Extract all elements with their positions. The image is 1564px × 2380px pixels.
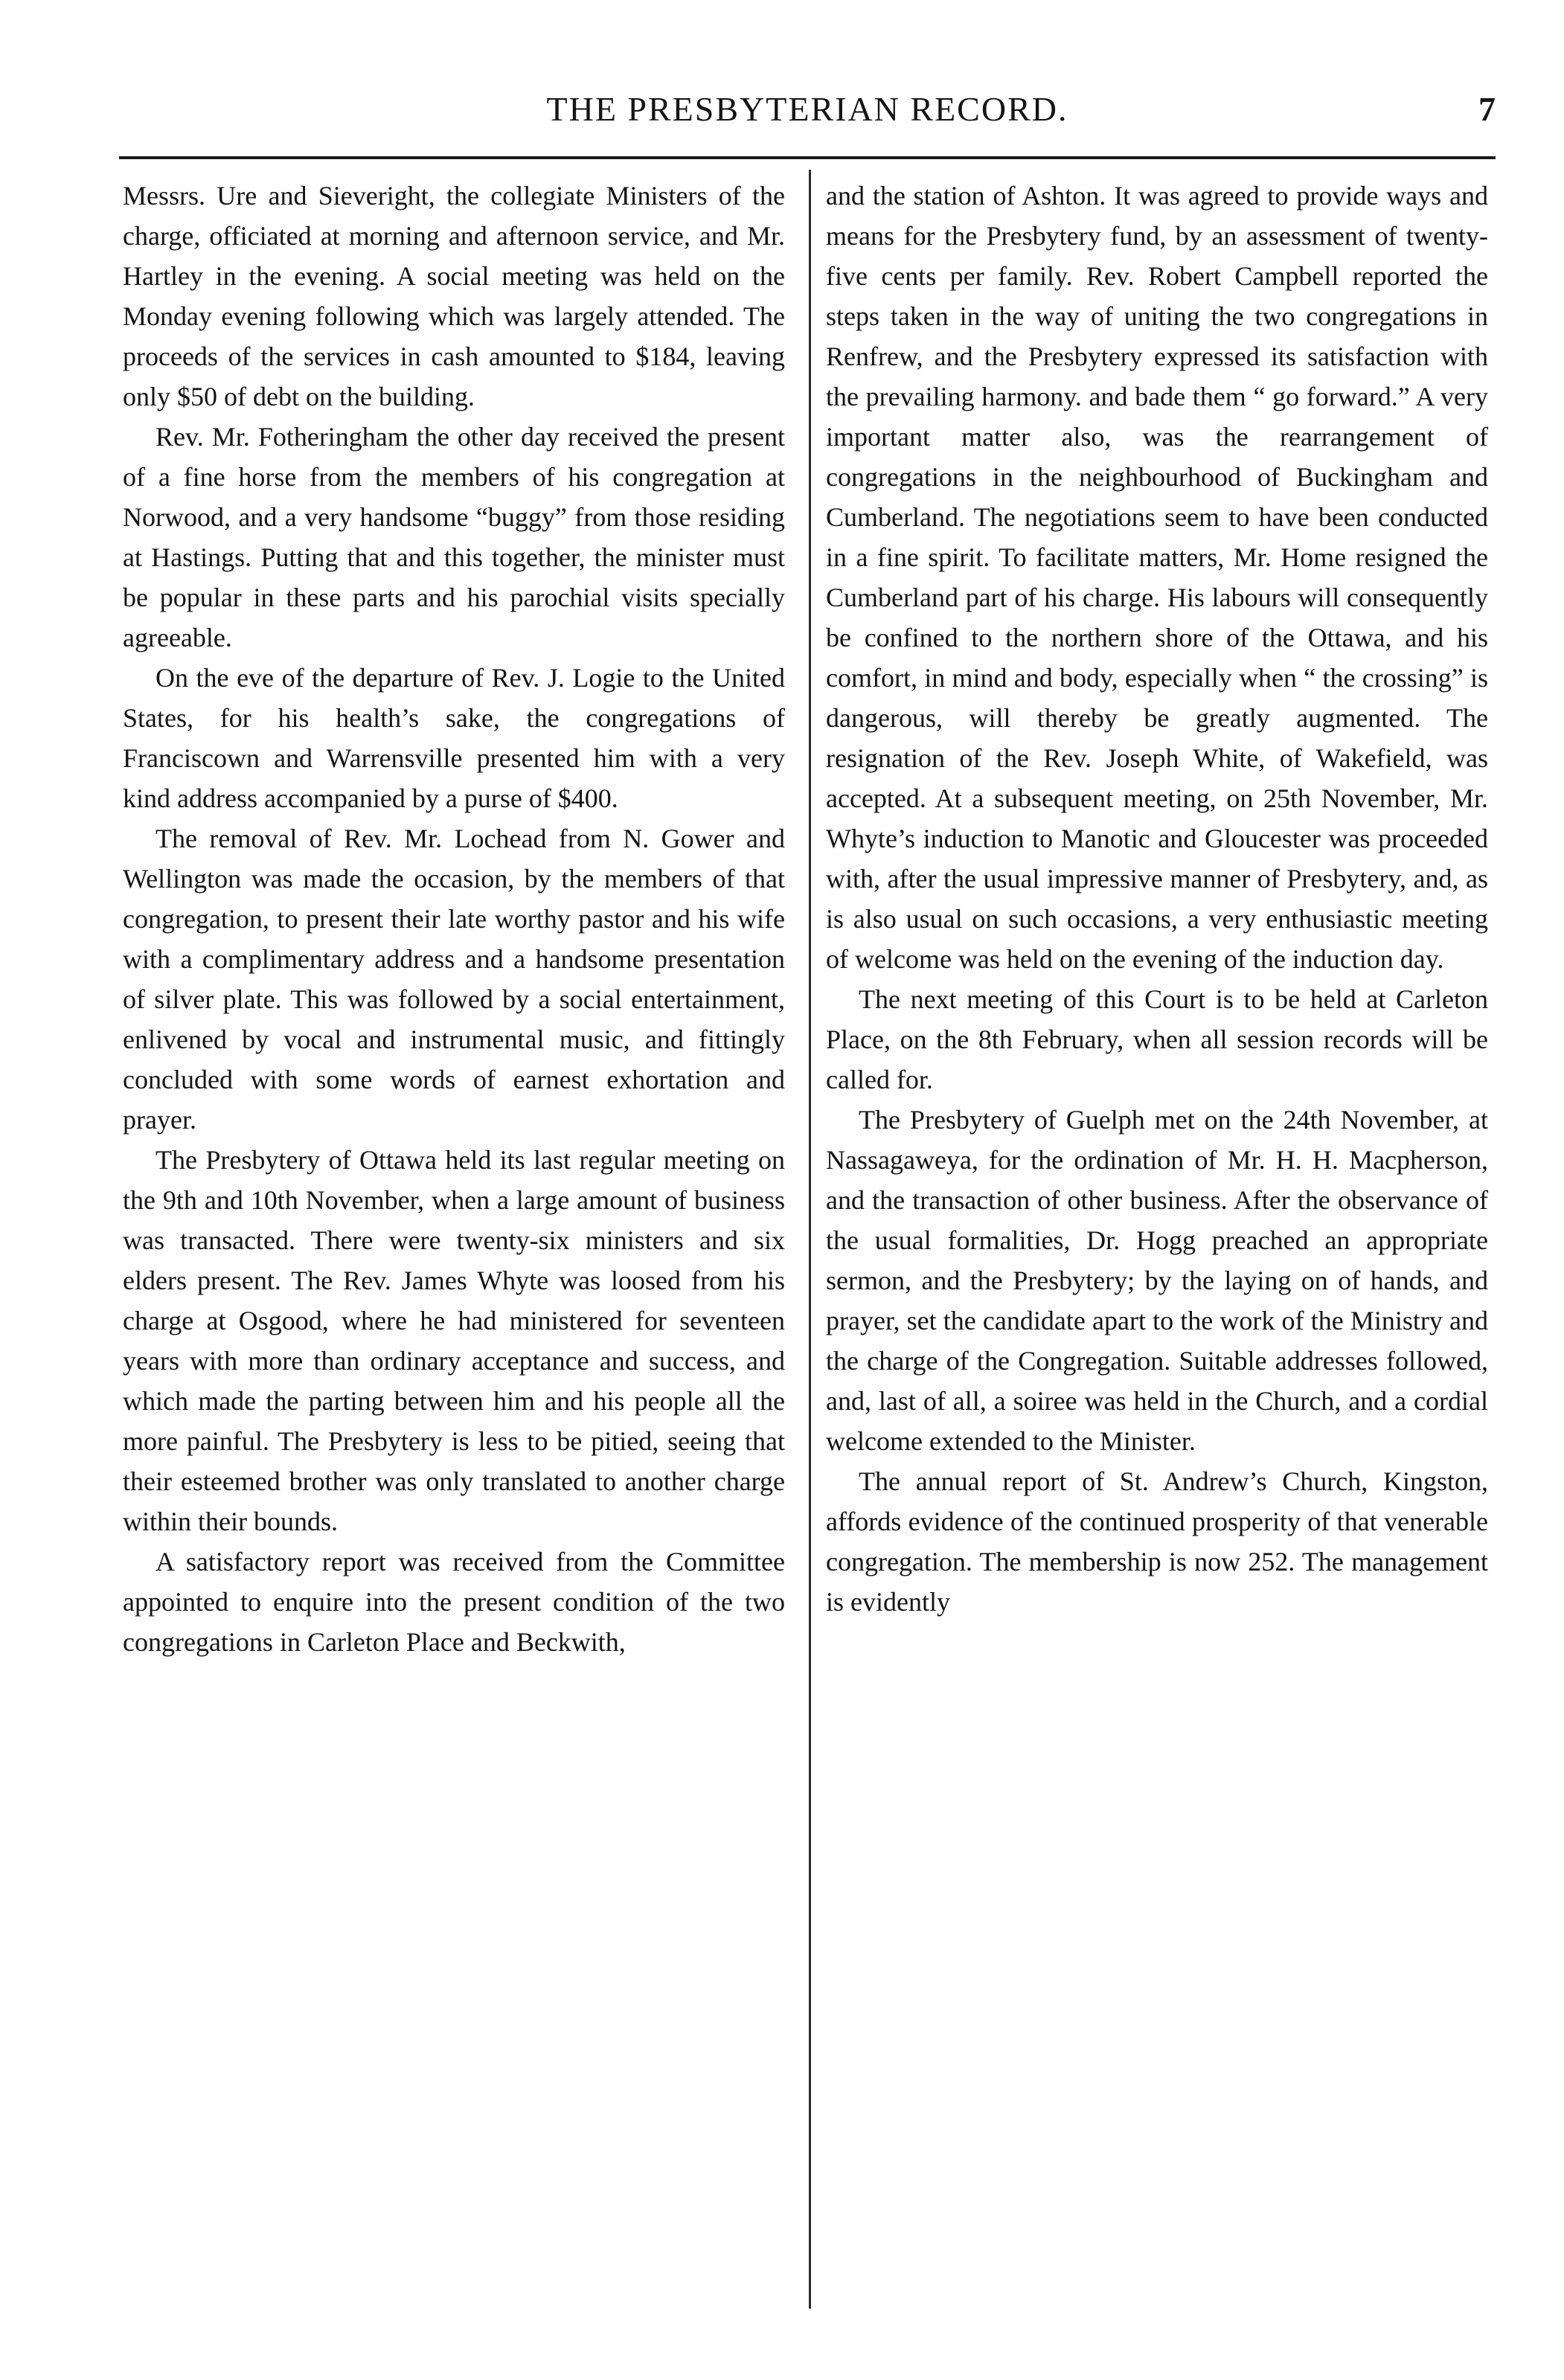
paragraph-satisfactory-report: A satisfactory report was received from the Committee appointed to enquire into the present condition of the two congregations in Carleton Place and Beckwith, bbox=[123, 1547, 785, 1657]
publication-title: THE PRESBYTERIAN RECORD. bbox=[546, 90, 1068, 128]
right-column bbox=[826, 176, 1488, 1622]
running-header bbox=[119, 89, 1496, 141]
left-column bbox=[123, 176, 785, 1662]
paragraph-presbytery-guelph: The Presbytery of Guelph met on the 24th November, at Nassagaweya, for the ordination of Mr. H. H. Macpherson, and the transaction of other business. After the observance of the usual formalities, Dr. Hogg preached an appropriate sermon, and the Presbytery; by the laying on of hands, and prayer, set the candidate apart to the work of the Ministry and the charge of the Congregation. Suitable addresses followed, and, last of all, a soiree was held in the Church, and a cordial welcome extended to the Minister. bbox=[826, 1105, 1488, 1456]
header-rule bbox=[119, 156, 1496, 159]
paragraph-presbytery-ottawa: The Presbytery of Ottawa held its last regular meeting on the 9th and 10th November, when a large amount of business was transacted. There were twenty-six ministers and six elders present. The Rev. James Whyte was loosed from his charge at Osgood, where he had ministered for seventeen years with more than ordinary acceptance and success, and which made the parting between him and his people all the more painful. The Presbytery is less to be pitied, seeing that their esteemed brother was only translated to another charge within their bounds. bbox=[123, 1145, 785, 1536]
paragraph-messrs-ure: Messrs. Ure and Sieveright, the collegiate Ministers of the charge, officiated at morning and afternoon service, and Mr. Hartley in the evening. A social meeting was held on the Monday evening following which was largely attended. The proceeds of the services in cash amounted to $184, leaving only $50 of debt on the building. bbox=[123, 181, 785, 411]
paragraph-st-andrews-report: The annual report of St. Andrew’s Church, Kingston, affords evidence of the continued prosperity of that venerable congregation. The membership is now 252. The management is evidently bbox=[826, 1466, 1488, 1617]
paragraph-rev-lochead: The removal of Rev. Mr. Lochead from N. Gower and Wellington was made the occasion, by the members of that congregation, to present their late worthy pastor and his wife with a complimentary address and a handsome presentation of silver plate. This was followed by a social entertainment, enlivened by vocal and instrumental music, and fittingly concluded with some words of earnest exhortation and prayer. bbox=[123, 824, 785, 1135]
column-divider bbox=[809, 170, 811, 2309]
paragraph-rev-logie: On the eve of the departure of Rev. J. Logie to the United States, for his health’s sake, the congregations of Franciscown and Warrensville presented him with a very kind address accompanied by a purse of $400. bbox=[123, 663, 785, 813]
paragraph-station-ashton: and the station of Ashton. It was agreed to provide ways and means for the Presbytery fund, by an assessment of twenty-five cents per family. Rev. Robert Campbell reported the steps taken in the way of uniting the two congregations in Renfrew, and the Presbytery expressed its satisfaction with the prevailing harmony. and bade them “ go forward.” A very important matter also, was the rearrangement of congregations in the neighbourhood of Buckingham and Cumberland. The negotiations seem to have been conducted in a fine spirit. To facilitate matters, Mr. Home resigned the Cumberland part of his charge. His labours will consequently be confined to the northern shore of the Ottawa, and his comfort, in mind and body, especially when “ the crossing” is dangerous, will thereby be greatly augmented. The resignation of the Rev. Joseph White, of Wakefield, was accepted. At a subsequent meeting, on 25th November, Mr. Whyte’s induction to Manotic and Gloucester was proceeded with, after the usual impressive manner of Presbytery, and, as is also usual on such occasions, a very enthusiastic meeting of welcome was held on the evening of the induction day. bbox=[826, 181, 1488, 974]
paragraph-next-meeting: The next meeting of this Court is to be held at Carleton Place, on the 8th February, when all session records will be called for. bbox=[826, 984, 1488, 1094]
page-number: 7 bbox=[1478, 90, 1496, 128]
paragraph-rev-fotheringham: Rev. Mr. Fotheringham the other day received the present of a fine horse from the members of his congregation at Norwood, and a very handsome “buggy” from those residing at Hastings. Putting that and this together, the minister must be popular in these parts and his parochial visits specially agreeable. bbox=[123, 422, 785, 652]
